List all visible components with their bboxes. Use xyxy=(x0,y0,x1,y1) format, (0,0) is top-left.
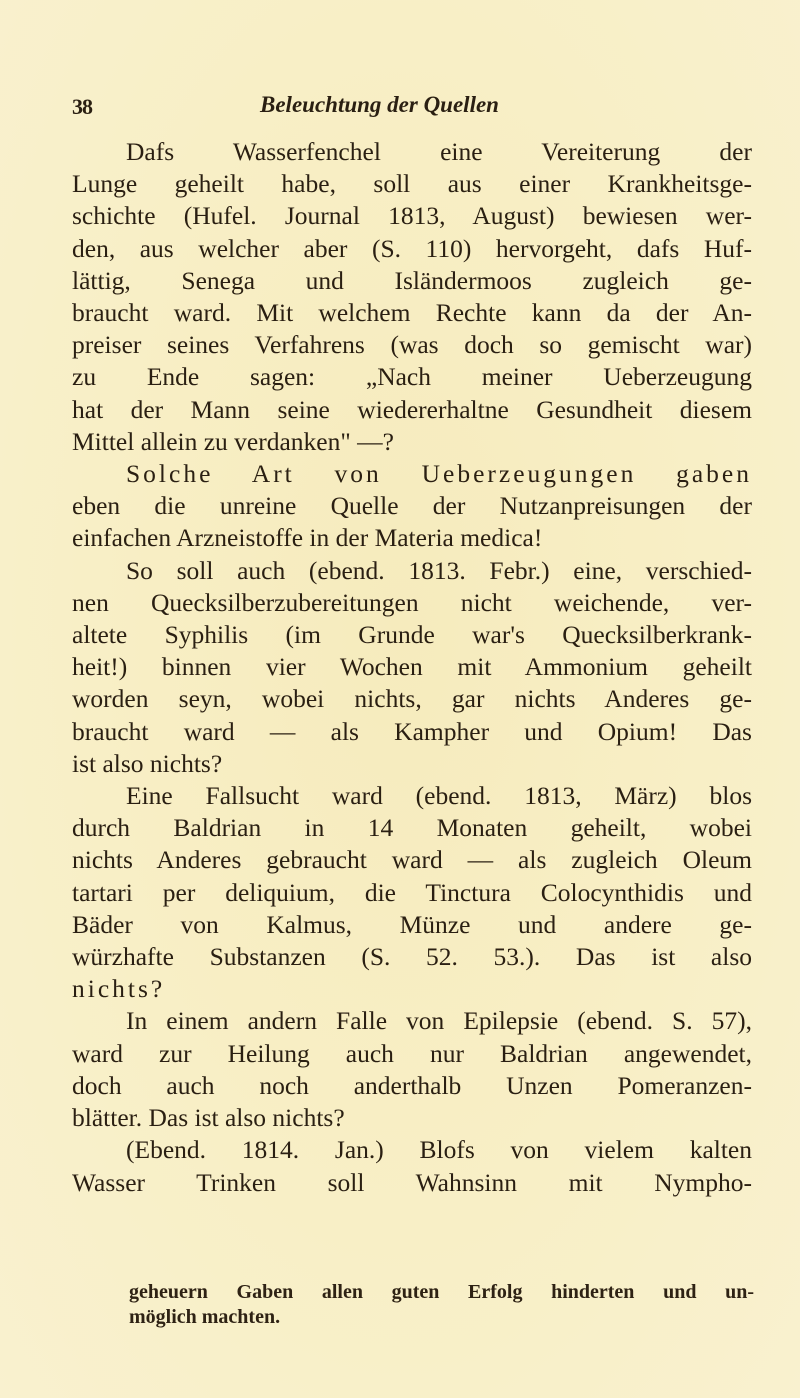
text-line: einfachen Arzneistoffe in der Materia medica! xyxy=(72,523,543,553)
paragraph-ueberzeugungen xyxy=(72,458,752,490)
paragraph-syphilis xyxy=(72,555,752,587)
paragraph-wasserfenchel xyxy=(72,136,752,168)
text-line: schichte (Hufel. Journal 1813, August) bewiesen wer- xyxy=(72,201,752,231)
paragraph-wahnsinn-cont xyxy=(72,1167,752,1199)
text-line: blätter. Das ist also nichts? xyxy=(72,1103,345,1133)
text-line: braucht ward. Mit welchem Rechte kann da der An- xyxy=(72,298,752,328)
text-line: doch auch noch anderthalb Unzen Pomeranzen- xyxy=(72,1070,752,1100)
running-title: Beleuchtung der Quellen xyxy=(260,92,499,117)
text-line: lättig, Senega und Isländermoos zugleich ge- xyxy=(72,265,752,295)
text-line: tartari per deliquium, die Tinctura Colocynthidis und xyxy=(72,877,752,907)
footnote-line: geheuern Gaben allen guten Erfolg hinderten und un- xyxy=(129,1281,754,1303)
text-line: durch Baldrian in 14 Monaten geheilt, wobei xyxy=(72,813,752,843)
text-line: heit!) binnen vier Wochen mit Ammonium geheilt xyxy=(72,652,752,682)
text-line: preiser seines Verfahrens (was doch so gemischt war) xyxy=(72,330,752,360)
page-header xyxy=(72,90,752,130)
text-line: ist also nichts? xyxy=(72,748,223,778)
text-line: Dafs Wasserfenchel eine Vereiterung der xyxy=(126,137,752,166)
text-line: eben die unreine Quelle der Nutzanpreisungen der xyxy=(72,491,752,521)
text-line: würzhafte Substanzen (S. 52. 53.). Das ist also xyxy=(72,942,752,972)
text-line: nichts? xyxy=(72,974,166,1004)
text-line: altete Syphilis (im Grunde war's Quecksilberkrank- xyxy=(72,620,752,650)
text-line: (Ebend. 1814. Jan.) Blofs von vielem kalten xyxy=(126,1135,752,1165)
footnote xyxy=(129,1280,754,1330)
text-line: worden seyn, wobei nichts, gar nichts Anderes ge- xyxy=(72,684,752,714)
text-line: So soll auch (ebend. 1813. Febr.) eine, verschied- xyxy=(126,555,752,585)
text-line: Bäder von Kalmus, Münze und andere ge- xyxy=(72,909,752,939)
text-line: ward zur Heilung auch nur Baldrian angewendet, xyxy=(72,1038,752,1068)
paragraph-fallsucht-cont xyxy=(72,812,752,1005)
text-line: Mittel allein zu verdanken" —? xyxy=(72,426,394,456)
paragraph-epilepsie xyxy=(72,1005,752,1037)
text-line: nen Quecksilberzubereitungen nicht weichende, ver- xyxy=(72,587,752,617)
paragraph-epilepsie-cont xyxy=(72,1038,752,1135)
text-line: Wasser Trinken soll Wahnsinn mit Nympho- xyxy=(72,1167,752,1197)
paragraph-syphilis-cont xyxy=(72,587,752,780)
body-text xyxy=(72,136,752,1199)
text-line: hat der Mann seine wiedererhaltne Gesundheit diesem xyxy=(72,394,752,424)
text-line: Lunge geheilt habe, soll aus einer Krankheitsge- xyxy=(72,169,752,199)
text-line: braucht ward — als Kampher und Opium! Das xyxy=(72,716,752,746)
text-line: zu Ende sagen: „Nach meiner Ueberzeugung xyxy=(72,362,752,392)
paragraph-ueberzeugungen-cont xyxy=(72,490,752,554)
text-line: nichts Anderes gebraucht ward — als zugleich Oleum xyxy=(72,845,752,875)
page-number: 38 xyxy=(72,94,92,119)
text-line: In einem andern Falle von Epilepsie (ebend. S. 57), xyxy=(126,1006,752,1036)
text-line: den, aus welcher aber (S. 110) hervorgeht, dafs Huf- xyxy=(72,233,752,263)
paragraph-wahnsinn xyxy=(72,1134,752,1166)
footnote-line: möglich machten. xyxy=(129,1306,281,1328)
paragraph-fallsucht xyxy=(72,780,752,812)
text-line: Eine Fallsucht ward (ebend. 1813, März) blos xyxy=(126,781,752,811)
paragraph-wasserfenchel-cont xyxy=(72,168,752,458)
text-line: Solche Art von Ueberzeugungen gaben xyxy=(126,459,752,489)
